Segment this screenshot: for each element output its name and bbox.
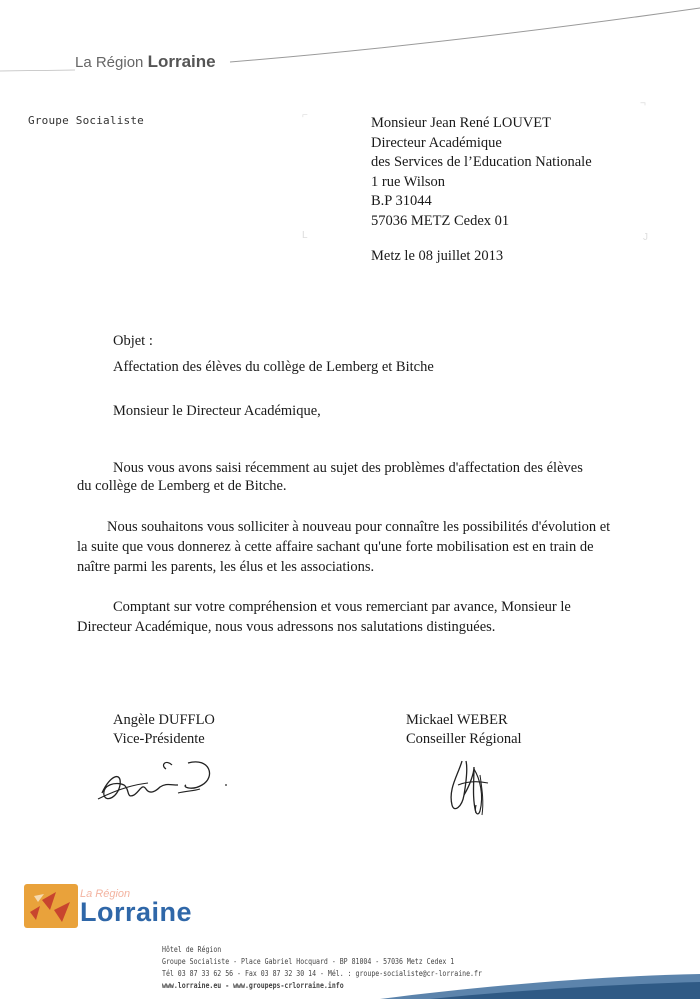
- paragraph-line: du collège de Lemberg et de Bitche.: [77, 478, 287, 494]
- header-brand-prefix: La Région: [75, 54, 144, 71]
- salutation: Monsieur le Directeur Académique,: [113, 403, 321, 419]
- recipient-line: 1 rue Wilson: [371, 173, 446, 190]
- footer-address-line: www.lorraine.eu - www.groupeps-crlorraine.info: [162, 981, 344, 990]
- paragraph-line: naître parmi les parents, les élus et les associations.: [77, 559, 375, 575]
- signatory-2: [406, 711, 522, 749]
- header-brand-name: Lorraine: [147, 52, 216, 71]
- lorraine-logo-icon: [24, 884, 78, 928]
- signatory-1: [113, 711, 215, 749]
- object-label: Objet :: [113, 333, 153, 349]
- signatory-name: Angèle DUFFLO: [113, 712, 215, 728]
- recipient-line: des Services de l’Education Nationale: [371, 154, 592, 170]
- footer-brand-name: Lorraine: [80, 897, 193, 927]
- recipient-line: Directeur Académique: [371, 134, 502, 151]
- recipient-address: [371, 114, 592, 231]
- window-corner-mark: ⌐: [302, 110, 308, 121]
- window-corner-mark: ¬: [640, 98, 646, 109]
- handwritten-signature-2: [440, 755, 500, 825]
- recipient-line: Monsieur Jean René LOUVET: [371, 115, 551, 131]
- signatory-title: Vice-Présidente: [113, 731, 205, 747]
- footer-address-line: Groupe Socialiste - Place Gabriel Hocquard - BP 81004 - 57036 Metz Cedex 1: [162, 957, 455, 966]
- sender-group: Groupe Socialiste: [28, 114, 144, 127]
- window-corner-mark: L: [302, 230, 308, 241]
- letter-date: Metz le 08 juillet 2013: [371, 248, 504, 264]
- footer-address-line: Hôtel de Région: [162, 945, 222, 954]
- header-brand: [75, 52, 216, 72]
- recipient-line: B.P 31044: [371, 193, 432, 209]
- paragraph-line: Nous souhaitons vous solliciter à nouveau pour connaître les possibilités d'évolution et: [107, 519, 611, 535]
- window-corner-mark: J: [643, 232, 648, 243]
- paragraph-line: Nous vous avons saisi récemment au sujet des problèmes d'affectation des élèves: [113, 460, 583, 476]
- object-text: Affectation des élèves du collège de Lemberg et Bitche: [113, 359, 434, 375]
- footer-address-line: Tél 03 87 33 62 56 - Fax 03 87 32 30 14 - Mél. : groupe-socialiste@cr-lorraine.fr: [162, 969, 482, 978]
- handwritten-signature-1: [90, 755, 240, 815]
- footer-swoosh: [0, 960, 700, 999]
- recipient-line: 57036 METZ Cedex 01: [371, 212, 510, 229]
- paragraph-line: Comptant sur votre compréhension et vous remerciant par avance, Monsieur le: [113, 599, 571, 615]
- paragraph-line: la suite que vous donnerez à cette affaire sachant qu'une forte mobilisation est en train de: [77, 539, 594, 555]
- footer-brand-prefix: La Région: [80, 888, 131, 900]
- signatory-title: Conseiller Régional: [406, 731, 522, 747]
- signatory-name: Mickael WEBER: [406, 712, 508, 728]
- paragraph-line: Directeur Académique, nous vous adressons nos salutations distinguées.: [77, 619, 496, 635]
